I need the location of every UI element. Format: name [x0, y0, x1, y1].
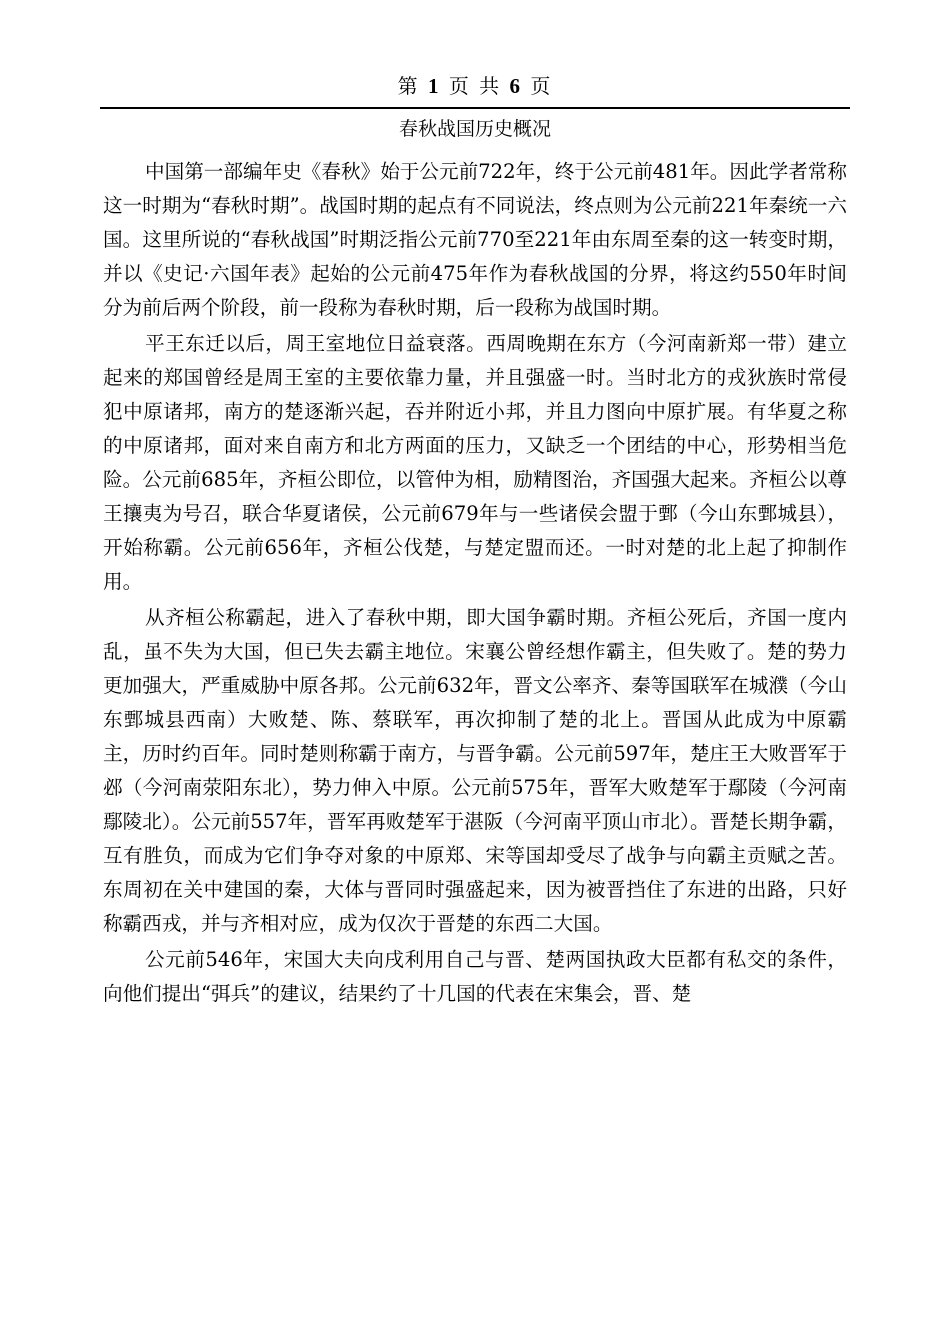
document-body: [103, 155, 847, 1013]
page-number-header: [100, 72, 850, 100]
header-divider: [100, 107, 850, 109]
total-page-number: 6: [509, 74, 523, 98]
page-prefix: 第: [397, 74, 420, 98]
paragraph-4: 公元前546年，宋国大夫向戌利用自己与晋、楚两国执政大臣都有私交的条件，向他们提出“弭兵”的建议，结果约了十几国的代表在宋集会，晋、楚: [103, 948, 847, 1005]
paragraph-3: 从齐桓公称霸起，进入了春秋中期，即大国争霸时期。齐桓公死后，齐国一度内乱，虽不失为大国，但已失去霸主地位。宋襄公曾经想作霸主，但失败了。楚的势力更加强大，严重威胁中原各邦。公元前632年，晋文公率齐、秦等国联军在城濮（今山东鄄城县西南）大败楚、陈、蔡联军，再次抑制了楚的北上。晋国从此成为中原霸主，历时约百年。同时楚则称霸于南方，与晋争霸。公元前597年，楚庄王大败晋军于邲（今河南荥阳东北），势力伸入中原。公元前575年，晋军大败楚军于鄢陵（今河南鄢陵北）。公元前557年，晋军再败楚军于湛阪（今河南平顶山市北）。晋楚长期争霸，互有胜负，而成为它们争夺对象的中原郑、宋等国却受尽了战争与向霸主贡赋之苦。东周初在关中建国的秦，大体与晋同时强盛起来，因为被晋挡住了东进的出路，只好称霸西戎，并与齐相对应，成为仅次于晋楚的东西二大国。: [103, 606, 847, 935]
paragraph-2: 平王东迁以后，周王室地位日益衰落。西周晚期在东方（今河南新郑一带）建立起来的郑国曾经是周王室的主要依靠力量，并且强盛一时。当时北方的戎狄族时常侵犯中原诸邦，南方的楚逐渐兴起，吞并附近小邦，并且力图向中原扩展。有华夏之称的中原诸邦，面对来自南方和北方两面的压力，又缺乏一个团结的中心，形势相当危险。公元前685年，齐桓公即位，以管仲为相，励精图治，齐国强大起来。齐桓公以尊王攘夷为号召，联合华夏诸侯，公元前679年与一些诸侯会盟于鄄（今山东鄄城县），开始称霸。公元前656年，齐桓公伐楚，与楚定盟而还。一时对楚的北上起了抑制作用。: [103, 332, 847, 593]
current-page-number: 1: [427, 74, 441, 98]
document-title: 春秋战国历史概况: [398, 118, 551, 140]
page-suffix: 页: [530, 74, 553, 98]
page-middle-text: 页 共: [448, 74, 502, 98]
paragraph-1: 中国第一部编年史《春秋》始于公元前722年，终于公元前481年。因此学者常称这一时期为“春秋时期”。战国时期的起点有不同说法，终点则为公元前221年秦统一六国。这里所说的“春秋战国”时期泛指公元前770至221年由东周至秦的这一转变时期，并以《史记·六国年表》起始的公元前475年作为春秋战国的分界，将这约550年时间分为前后两个阶段，前一段称为春秋时期，后一段称为战国时期。: [103, 160, 847, 319]
